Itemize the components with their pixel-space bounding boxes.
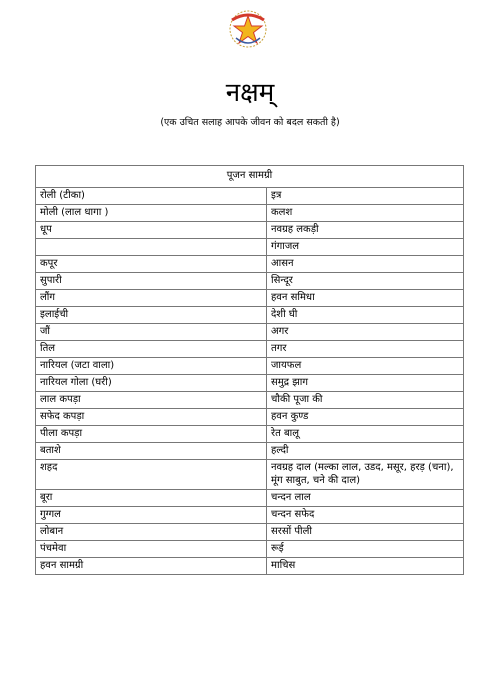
table-row: [36, 205, 464, 222]
table-row: [36, 290, 464, 307]
table-row: [36, 256, 464, 273]
item-left-cell: नारियल गोला (घरी): [36, 375, 267, 392]
puja-items-table: [35, 165, 464, 575]
item-right-cell: सरसों पीली: [267, 524, 464, 541]
item-right-cell: इत्र: [267, 188, 464, 205]
item-left-cell: सफेद कपड़ा: [36, 409, 267, 426]
item-left-cell: बताशे: [36, 443, 267, 460]
item-right-cell: नवग्रह लकड़ी: [267, 222, 464, 239]
item-left-cell: तिल: [36, 341, 267, 358]
item-right-cell: गंगाजल: [267, 239, 464, 256]
item-left-cell: हवन सामग्री: [36, 558, 267, 575]
item-right-cell: जायफल: [267, 358, 464, 375]
item-right-cell: रूई: [267, 541, 464, 558]
item-left-cell: [36, 239, 267, 256]
item-left-cell: धूप: [36, 222, 267, 239]
item-right-cell: हवन कुण्ड: [267, 409, 464, 426]
table-row: [36, 392, 464, 409]
table-body: [36, 188, 464, 575]
item-right-cell: आसन: [267, 256, 464, 273]
item-right-cell: हवन समिधा: [267, 290, 464, 307]
item-right-cell: हल्दी: [267, 443, 464, 460]
item-left-cell: कपूर: [36, 256, 267, 273]
item-left-cell: इलाईची: [36, 307, 267, 324]
table-header-row: [36, 166, 464, 188]
item-right-cell: रेत बालू: [267, 426, 464, 443]
table-row: [36, 541, 464, 558]
table-row: [36, 358, 464, 375]
item-left-cell: बूरा: [36, 490, 267, 507]
star-logo-icon: [226, 8, 270, 50]
item-right-cell: सिन्दूर: [267, 273, 464, 290]
item-right-cell: चन्दन लाल: [267, 490, 464, 507]
item-left-cell: गुग्गल: [36, 507, 267, 524]
table-row: [36, 490, 464, 507]
item-left-cell: शहद: [36, 460, 267, 490]
item-left-cell: लोबान: [36, 524, 267, 541]
page-subtitle: (एक उचित सलाह आपके जीवन को बदल सकती है): [160, 117, 340, 128]
table-row: [36, 409, 464, 426]
item-right-cell: चौकी पूजा की: [267, 392, 464, 409]
page-title: नक्षम्: [225, 78, 275, 108]
table-row: [36, 524, 464, 541]
table-row: [36, 341, 464, 358]
item-left-cell: नारियल (जटा वाला): [36, 358, 267, 375]
item-right-cell: माचिस: [267, 558, 464, 575]
item-right-cell: देशी घी: [267, 307, 464, 324]
item-right-cell: नवग्रह दाल (मल्का लाल, उडद, मसूर, हरड़ (चना), मूंग साबुत, चने की दाल): [267, 460, 464, 490]
item-right-cell: अगर: [267, 324, 464, 341]
table-row: [36, 460, 464, 490]
table-row: [36, 507, 464, 524]
item-right-cell: चन्दन सफेद: [267, 507, 464, 524]
item-right-cell: समुद्र झाग: [267, 375, 464, 392]
table-heading: पूजन सामग्री: [36, 166, 464, 188]
item-left-cell: लाल कपड़ा: [36, 392, 267, 409]
item-left-cell: सुपारी: [36, 273, 267, 290]
table-row: [36, 375, 464, 392]
item-left-cell: रोली (टीका): [36, 188, 267, 205]
table-row: [36, 188, 464, 205]
table-row: [36, 307, 464, 324]
item-left-cell: पंचमेवा: [36, 541, 267, 558]
item-left-cell: लौंग: [36, 290, 267, 307]
item-left-cell: जौं: [36, 324, 267, 341]
table-row: [36, 426, 464, 443]
table-row: [36, 443, 464, 460]
table-row: [36, 222, 464, 239]
table-row: [36, 273, 464, 290]
table-row: [36, 239, 464, 256]
item-right-cell: कलश: [267, 205, 464, 222]
table-row: [36, 324, 464, 341]
item-right-cell: तगर: [267, 341, 464, 358]
table-row: [36, 558, 464, 575]
item-left-cell: पीला कपड़ा: [36, 426, 267, 443]
item-left-cell: मोली (लाल धागा ): [36, 205, 267, 222]
